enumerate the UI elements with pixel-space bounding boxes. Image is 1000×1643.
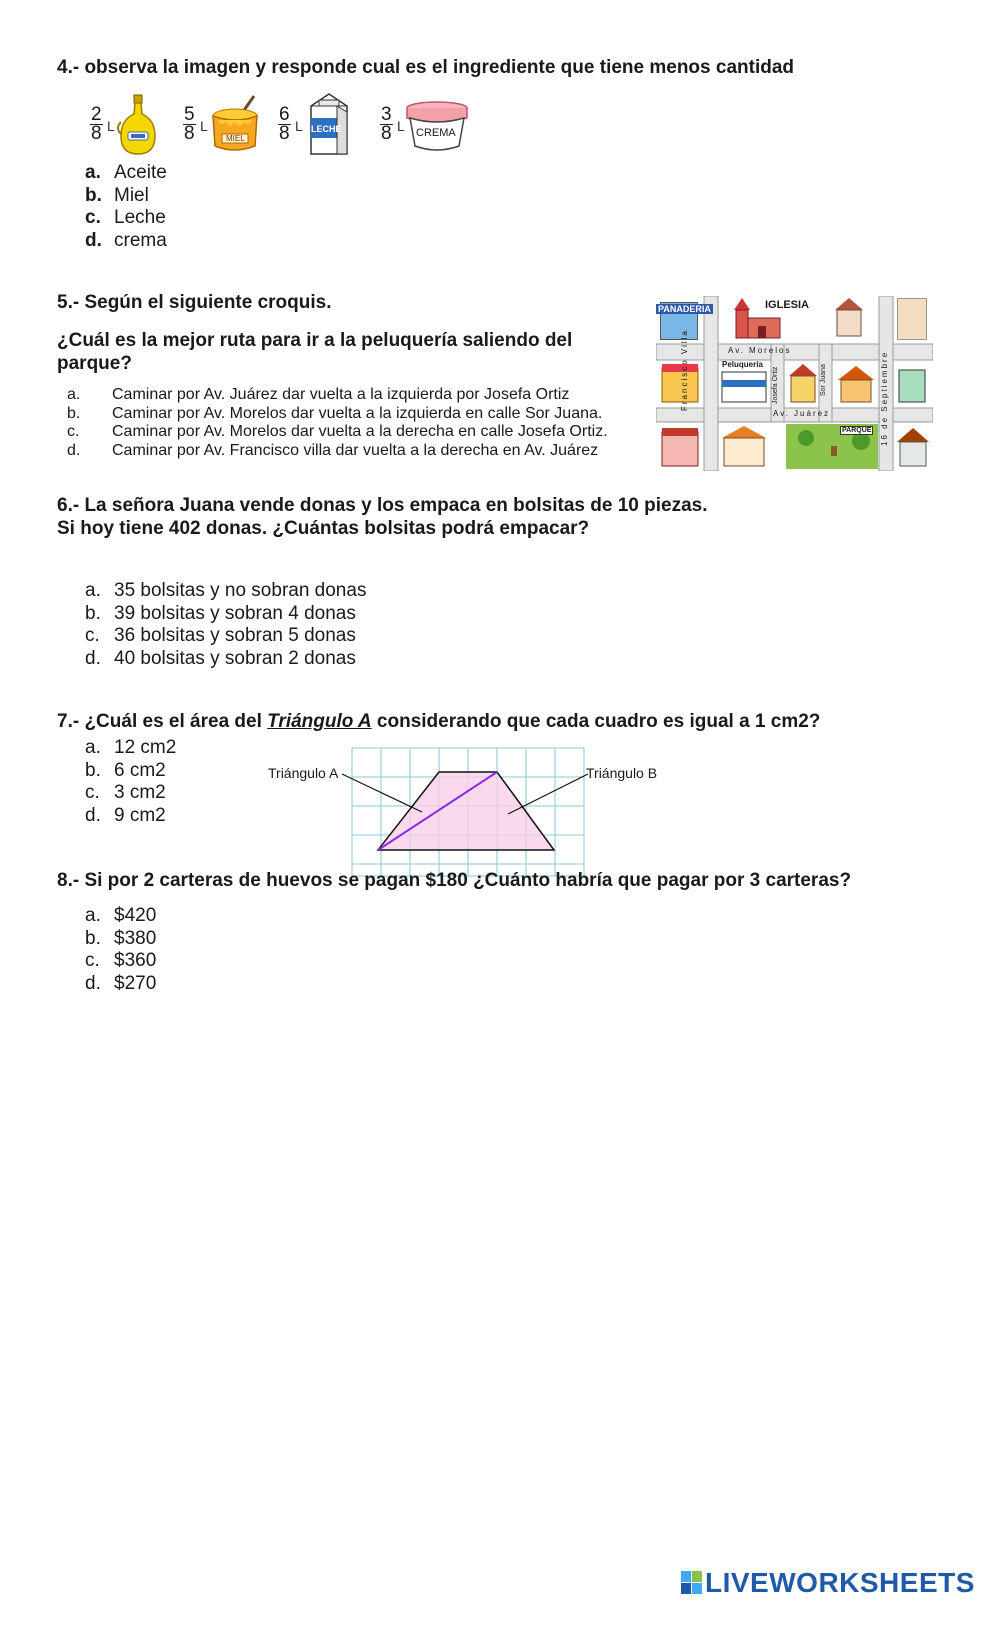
q4-ingredients: $\frac{2}{8}$ L $\frac{5}{8}$ L MIEL $\frac{6}{8}$ L LECHE $\frac{3}{8}$ L CREMA xyxy=(85,92,485,160)
map-empty-lot xyxy=(897,298,927,340)
q8-title: 8.- Si por 2 carteras de huevos se pagan $180 ¿Cuánto habría que pagar por 3 carteras? xyxy=(57,870,852,891)
q5-option-b[interactable]: b. Caminar por Av. Morelos dar vuelta a la izquierda en calle Sor Juana. xyxy=(67,404,603,422)
q5-option-d[interactable]: d. Caminar por Av. Francisco villa dar vuelta a la derecha en Av. Juárez xyxy=(67,441,599,459)
q6-option-d[interactable]: d. 40 bolsitas y sobran 2 donas xyxy=(85,647,356,669)
label-triangle-b: Triángulo B xyxy=(586,765,658,781)
q4-option-d[interactable]: d. crema xyxy=(85,229,167,251)
q5-options xyxy=(67,386,608,460)
house-icon xyxy=(834,296,864,338)
q8-options xyxy=(85,905,156,995)
building-icon xyxy=(897,364,929,404)
q8-option-c[interactable]: c. $360 xyxy=(85,950,157,971)
oil-bottle-icon xyxy=(115,92,161,158)
q5-map: PANADERIA IGLESIA Peluquería PARQUE Av. Morelos Av. Juárez Francisco Villa Josefa Ortiz Sor Juana 16 de Septiembre xyxy=(656,296,933,471)
q7-option-d[interactable]: d. 9 cm2 xyxy=(85,804,166,826)
q6-option-a[interactable]: a. 35 bolsitas y no sobran donas xyxy=(85,580,367,601)
cream-fraction: $\frac{3}{8}$ xyxy=(381,104,392,144)
honey-fraction: $\frac{5}{8}$ xyxy=(184,104,195,144)
house-icon-3 xyxy=(836,362,876,404)
q6-options xyxy=(85,580,366,670)
q6-option-b[interactable]: b. 39 bolsitas y sobran 4 donas xyxy=(85,602,356,624)
milk-fraction: $\frac{6}{8}$ xyxy=(279,104,290,144)
q4-option-a[interactable]: a. Aceite xyxy=(85,162,167,183)
q7-options xyxy=(85,737,176,827)
q6-title-line2: Si hoy tiene 402 donas. ¿Cuántas bolsitas podrá empacar? xyxy=(57,518,590,539)
house-icon-2 xyxy=(788,362,818,404)
oil-fraction: $\frac{2}{8}$ xyxy=(91,104,102,144)
label-triangle-a: Triángulo A xyxy=(268,765,339,781)
q5-option-c[interactable]: c. Caminar por Av. Morelos dar vuelta a la derecha en calle Josefa Ortiz. xyxy=(67,423,608,440)
q6-option-c[interactable]: c. 36 bolsitas y sobran 5 donas xyxy=(85,625,356,646)
q8-option-d[interactable]: d. $270 xyxy=(85,972,157,994)
house-icon-4 xyxy=(896,426,930,468)
q4-title: 4.- observa la imagen y responde cual es el ingrediente que tiene menos cantidad xyxy=(57,57,795,78)
liveworksheets-logo[interactable] xyxy=(681,1568,975,1598)
q7-title: 7.- ¿Cuál es el área del Triángulo A considerando que cada cuadro es igual a 1 cm2? xyxy=(57,711,821,732)
q8-option-b[interactable]: b. $380 xyxy=(85,927,157,949)
q7-option-b[interactable]: b. 6 cm2 xyxy=(85,759,166,781)
q5-question: ¿Cuál es la mejor ruta para ir a la peluquería saliendo del parque? xyxy=(57,330,573,374)
q7-option-a[interactable]: a. 12 cm2 xyxy=(85,737,177,758)
q7-title-emphasis: Triángulo A xyxy=(267,711,372,732)
q4-options xyxy=(85,162,167,252)
q5-option-a[interactable]: a. Caminar por Av. Juárez dar vuelta a la izquierda por Josefa Ortiz xyxy=(67,386,570,403)
q5-title: 5.- Según el siguiente croquis. xyxy=(57,292,332,313)
q4-option-c[interactable]: c. Leche xyxy=(85,207,166,228)
q4-option-b[interactable]: b. Miel xyxy=(85,184,149,206)
q8-option-a[interactable]: a. $420 xyxy=(85,905,157,926)
logo-blocks-icon xyxy=(681,1571,703,1595)
q7-pointer-lines xyxy=(338,770,598,830)
q6-title-line1: 6.- La señora Juana vende donas y los empaca en bolsitas de 10 piezas. xyxy=(57,495,708,516)
shop-icon xyxy=(660,424,700,468)
logo-text: LIVEWORKSHEETS xyxy=(705,1567,975,1598)
school-icon xyxy=(720,424,768,468)
honey-pot-icon xyxy=(210,94,262,156)
q7-option-c[interactable]: c. 3 cm2 xyxy=(85,782,166,803)
